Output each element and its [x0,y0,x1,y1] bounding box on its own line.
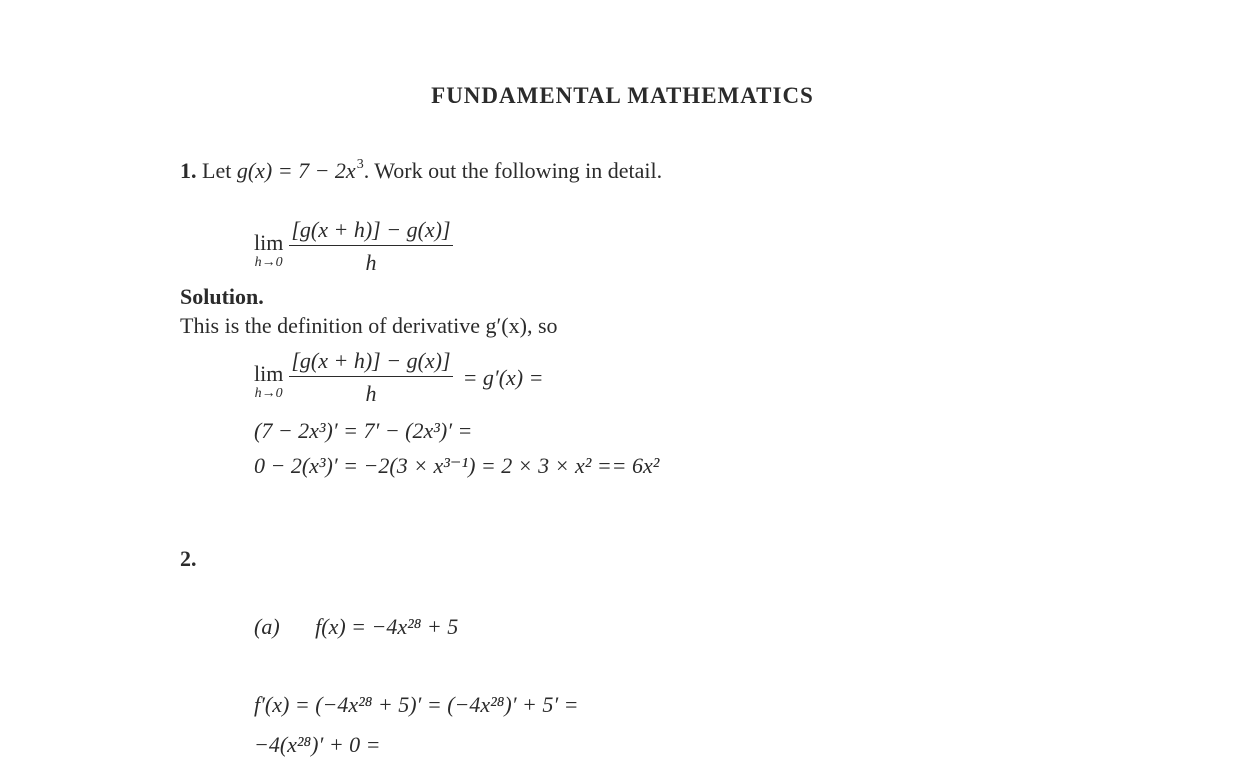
problem-2-part-a [254,616,458,638]
lim-word: lim [254,229,284,255]
problem-2-number: 2. [180,546,197,571]
solution-line-3: 0 − 2(x³)′ = −2(3 × x³⁻¹) = 2 × 3 × x² == 6x² [254,453,660,478]
limit-result: = g′(x) = [462,364,544,390]
lim-word: lim [254,360,284,386]
limit-operator [254,360,284,401]
lim-subscript: h→0 [254,254,283,270]
fraction-denominator: h [365,381,377,406]
problem-2-line-1: f′(x) = (−4x²⁸ + 5)′ = (−4x²⁸)′ + 5′ = [254,692,579,717]
fraction-denominator: h [365,250,377,275]
statement-prefix: Let [202,158,232,183]
difference-quotient [289,219,452,274]
solution-label: Solution. [180,284,264,309]
page-title: FUNDAMENTAL MATHEMATICS [431,83,814,108]
solution-intro: This is the definition of derivative g′(x), so [180,313,558,338]
statement-suffix: . Work out the following in detail. [363,158,663,183]
limit-expression-solution [254,350,543,405]
limit-expression [254,219,453,274]
difference-quotient [289,350,452,405]
problem-2-line-2: −4(x²⁸)′ + 0 = [254,732,381,757]
lim-subscript: h→0 [254,385,283,401]
problem-1-number: 1. [180,158,197,183]
fraction-numerator: [g(x + h)] − g(x)] [291,348,451,373]
part-a-function: f(x) = −4x²⁸ + 5 [315,614,459,639]
limit-operator [254,229,284,270]
problem-1-statement [180,157,663,183]
function-exponent: 3 [356,157,364,172]
fraction-numerator: [g(x + h)] − g(x)] [291,217,451,242]
part-a-label: (a) [254,614,280,639]
solution-line-2: (7 − 2x³)′ = 7′ − (2x³)′ = [254,418,473,443]
function-definition: g(x) = 7 − 2x [236,158,356,183]
